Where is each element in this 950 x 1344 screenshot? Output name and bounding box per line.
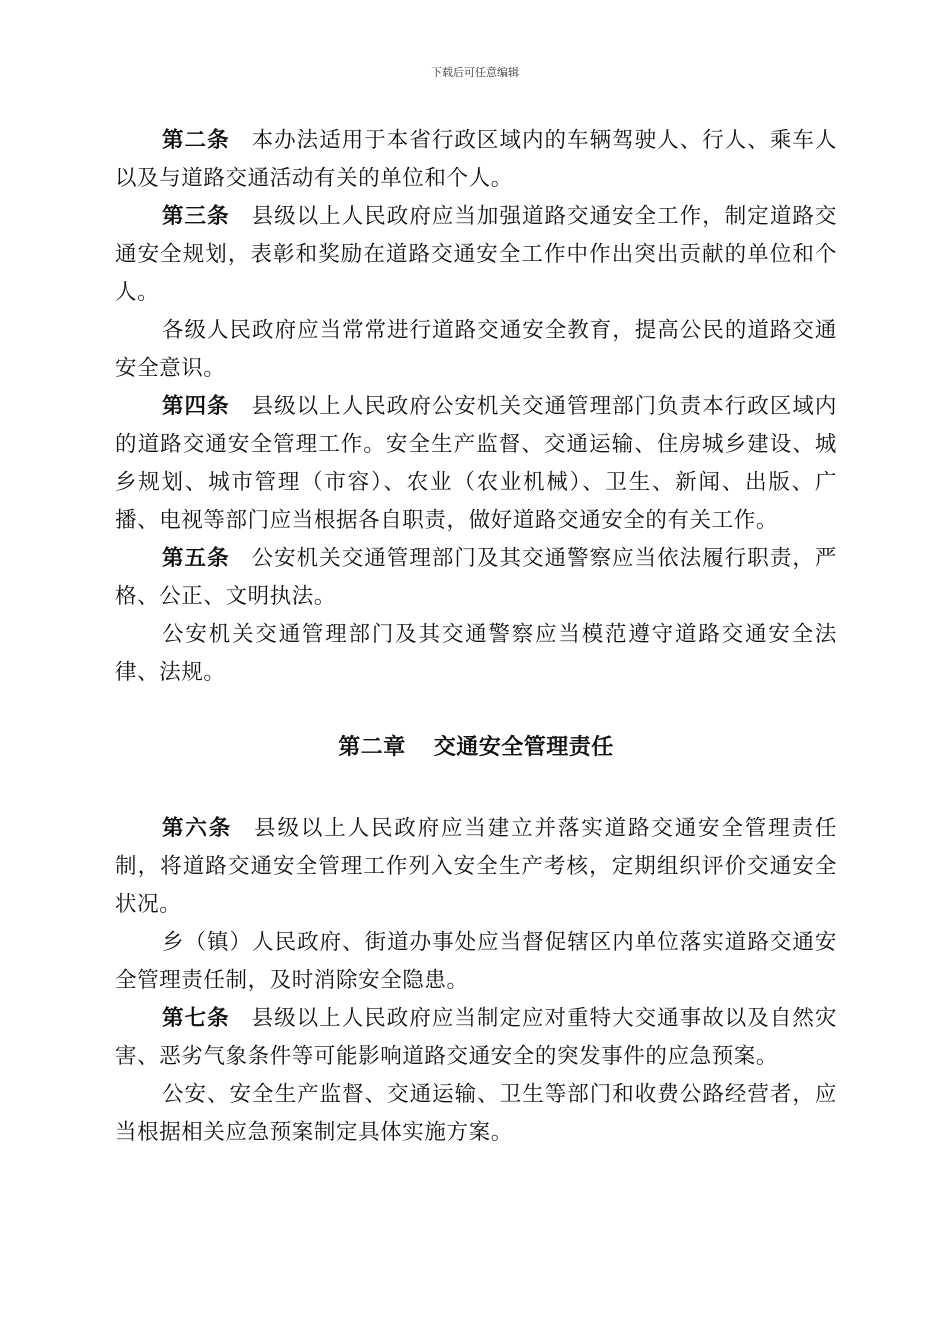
- paragraph: [115, 1000, 837, 1076]
- section-after: [115, 810, 837, 1152]
- chapter-title: 交通安全管理责任: [433, 735, 614, 760]
- paragraph: [115, 312, 837, 388]
- section-before: [115, 122, 837, 692]
- paragraph-text: 公安机关交通管理部门及其交通警察应当依法履行职责，严格、公正、文明执法。: [115, 546, 837, 609]
- paragraph-text: 县级以上人民政府应当建立并落实道路交通安全管理责任制，将道路交通安全管理工作列入安全生产考核，定期组织评价交通安全状况。: [115, 816, 837, 917]
- paragraph-text: 县级以上人民政府应当加强道路交通安全工作，制定道路交通安全规划，表彰和奖励在道路交通安全工作中作出突出贡献的单位和个人。: [115, 204, 837, 305]
- paragraph: [115, 924, 837, 1000]
- paragraph: [115, 810, 837, 924]
- paragraph-text: 本办法适用于本省行政区域内的车辆驾驶人、行人、乘车人以及与道路交通活动有关的单位和个人。: [115, 128, 837, 191]
- article-number: 第六条: [162, 816, 233, 841]
- chapter-heading: [115, 728, 837, 768]
- paragraph-text: 公安、安全生产监督、交通运输、卫生等部门和收费公路经营者，应当根据相关应急预案制定具体实施方案。: [115, 1082, 837, 1145]
- document-body: [115, 122, 837, 1152]
- paragraph-text: 公安机关交通管理部门及其交通警察应当模范遵守道路交通安全法律、法规。: [115, 622, 837, 685]
- article-number: 第四条: [162, 394, 230, 419]
- paragraph-text: 各级人民政府应当常常进行道路交通安全教育，提高公民的道路交通安全意识。: [115, 318, 837, 381]
- paragraph: [115, 540, 837, 616]
- paragraph-text: 县级以上人民政府公安机关交通管理部门负责本行政区域内的道路交通安全管理工作。安全生产监督、交通运输、住房城乡建设、城乡规划、城市管理（市容）、农业（农业机械）、卫生、新闻、出版、广播、电视等部门应当根据各自职责，做好道路交通安全的有关工作。: [115, 394, 837, 533]
- article-number: 第三条: [162, 204, 230, 229]
- paragraph: [115, 198, 837, 312]
- paragraph: [115, 616, 837, 692]
- paragraph-text: 乡（镇）人民政府、街道办事处应当督促辖区内单位落实道路交通安全管理责任制，及时消除安全隐患。: [115, 930, 837, 993]
- paragraph-text: 县级以上人民政府应当制定应对重特大交通事故以及自然灾害、恶劣气象条件等可能影响道路交通安全的突发事件的应急预案。: [115, 1006, 837, 1069]
- paragraph: [115, 1076, 837, 1152]
- paragraph: [115, 388, 837, 540]
- article-number: 第二条: [162, 128, 230, 153]
- paragraph: [115, 122, 837, 198]
- page-header: 下载后可任意编辑: [431, 66, 519, 79]
- article-number: 第七条: [162, 1006, 230, 1031]
- chapter-number: 第二章: [338, 735, 406, 760]
- article-number: 第五条: [162, 546, 230, 571]
